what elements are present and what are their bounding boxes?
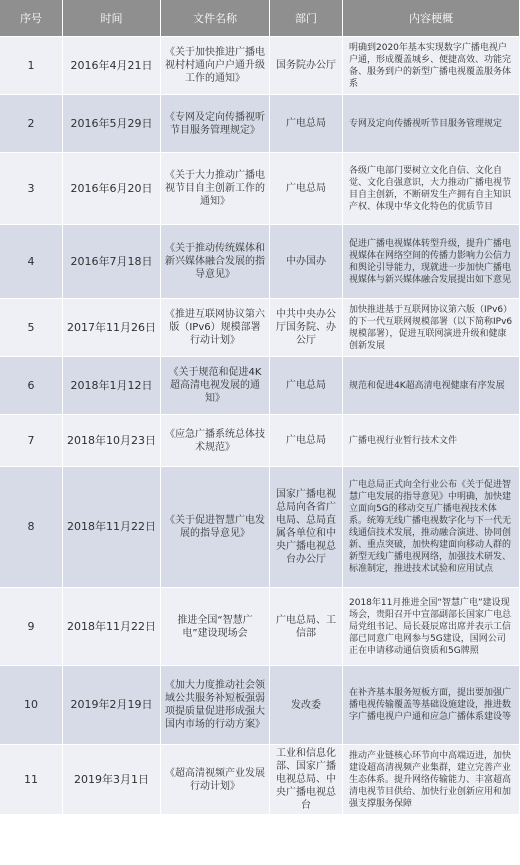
row-summary: 2018年11月推进全国“智慧广电”建设现场会，贵阳召开中宣部副部长国家广电总局党组书记、局长聂辰席出席并表示工信部已同意广电网参与5G建设，国网公司正在申请移动通信资质和5G牌照	[343, 588, 520, 666]
row-summary: 推动产业链核心环节向中高端迈进，加快建设超高清视频产业集群，建立完善产业生态体系。提升网络传输能力、丰富超高清电视节目供给、加快行业创新应用和加强支撑服务保障	[343, 745, 520, 815]
row-summary: 明确到2020年基本实现数字广播电视户户通，形成覆盖城乡、便捷高效、功能完备、服务到户的新型广播电视覆盖服务体系	[343, 37, 520, 95]
table-header-row	[0, 0, 520, 37]
row-department: 广电总局	[270, 357, 343, 415]
header-summary: 内容梗概	[343, 0, 520, 37]
row-index: 2	[0, 95, 63, 153]
row-date: 2018年11月22日	[63, 588, 161, 666]
table-row	[0, 588, 520, 666]
row-department: 国家广播电视总局向各省广电局、总局直属各单位和中央广播电视总台办公厅	[270, 467, 343, 588]
row-index: 7	[0, 415, 63, 467]
row-department: 中办国办	[270, 225, 343, 299]
row-department: 广电总局	[270, 95, 343, 153]
row-document-name: 《关于规范和促进4K超高清电视发展的通知》	[161, 357, 270, 415]
row-department: 中共中央办公厅国务院、办公厅	[270, 299, 343, 357]
row-summary: 促进广播电视媒体转型升级，提升广播电视媒体在网络空间的传播力影响力公信力和舆论引导能力，现就进一步加快广播电视媒体与新兴媒体融合发展提出如下意见	[343, 225, 520, 299]
table-row	[0, 467, 520, 588]
row-index: 3	[0, 153, 63, 225]
table-row	[0, 225, 520, 299]
row-summary: 加快推进基于互联网协议第六版（IPv6）的下一代互联网规模部署（以下简称IPv6规模部署），促进互联网演进升级和健康创新发展	[343, 299, 520, 357]
header-department: 部门	[270, 0, 343, 37]
row-summary: 专网及定向传播视听节目服务管理规定	[343, 95, 520, 153]
row-department: 广电总局、工信部	[270, 588, 343, 666]
row-summary: 各级广电部门要树立文化自信、文化自觉、文化自强意识，大力推动广播电视节目自主创新，不断研发生产拥有自主知识产权、体现中华文化特色的优质节目	[343, 153, 520, 225]
row-date: 2016年4月21日	[63, 37, 161, 95]
row-date: 2018年10月23日	[63, 415, 161, 467]
row-document-name: 推进全国“智慧广电”建设现场会	[161, 588, 270, 666]
row-department: 发改委	[270, 666, 343, 745]
row-date: 2016年7月18日	[63, 225, 161, 299]
row-department: 广电总局	[270, 415, 343, 467]
row-index: 6	[0, 357, 63, 415]
row-index: 9	[0, 588, 63, 666]
table-row	[0, 745, 520, 815]
table-row	[0, 666, 520, 745]
table-row	[0, 153, 520, 225]
table-row	[0, 95, 520, 153]
row-date: 2016年6月20日	[63, 153, 161, 225]
row-department: 国务院办公厅	[270, 37, 343, 95]
row-department: 工业和信息化部、国家广播电视总局、中央广播电视总台	[270, 745, 343, 815]
row-index: 11	[0, 745, 63, 815]
row-document-name: 《应急广播系统总体技术规范》	[161, 415, 270, 467]
row-index: 1	[0, 37, 63, 95]
row-document-name: 《关于加快推进广播电视村村通向户户通升级工作的通知》	[161, 37, 270, 95]
row-document-name: 《推进互联网协议第六版（IPv6）规模部署行动计划》	[161, 299, 270, 357]
table-row	[0, 37, 520, 95]
header-index: 序号	[0, 0, 63, 37]
row-document-name: 《加大力度推动社会领域公共服务补短板强弱项提质量促进形成强大国内市场的行动方案》	[161, 666, 270, 745]
row-summary: 广播电视行业暂行技术文件	[343, 415, 520, 467]
row-index: 10	[0, 666, 63, 745]
row-index: 5	[0, 299, 63, 357]
row-summary: 规范和促进4K超高清电视健康有序发展	[343, 357, 520, 415]
row-document-name: 《关于大力推动广播电视节目自主创新工作的通知》	[161, 153, 270, 225]
row-date: 2017年11月26日	[63, 299, 161, 357]
row-date: 2018年11月22日	[63, 467, 161, 588]
row-index: 8	[0, 467, 63, 588]
row-date: 2019年2月19日	[63, 666, 161, 745]
row-document-name: 《关于促进智慧广电发展的指导意见》	[161, 467, 270, 588]
table-row	[0, 299, 520, 357]
row-summary: 广电总局正式向全行业公布《关于促进智慧广电发展的指导意见》中明确，加快建立面向5G的移动交互广播电视技术体系。统筹无线广播电视数字化与下一代无线通信技术发展，推动融合演进、协同创新、重点突破，加快构建面向移动人群的新型无线广播电视网络，加强技术研发、标准制定，推进技术试验和应用试点	[343, 467, 520, 588]
row-document-name: 《关于推动传统媒体和新兴媒体融合发展的指导意见》	[161, 225, 270, 299]
header-date: 时间	[63, 0, 161, 37]
header-document-name: 文件名称	[161, 0, 270, 37]
row-document-name: 《超高清视频产业发展行动计划》	[161, 745, 270, 815]
table-row	[0, 357, 520, 415]
row-date: 2019年3月1日	[63, 745, 161, 815]
row-summary: 在补齐基本服务短板方面，提出要加强广播电视传输覆盖等基础设施建设，推进数字广播电视户户通和应急广播体系建设等	[343, 666, 520, 745]
row-department: 广电总局	[270, 153, 343, 225]
row-date: 2016年5月29日	[63, 95, 161, 153]
row-index: 4	[0, 225, 63, 299]
table-row	[0, 415, 520, 467]
row-date: 2018年1月12日	[63, 357, 161, 415]
row-document-name: 《专网及定向传播视听节目服务管理规定》	[161, 95, 270, 153]
